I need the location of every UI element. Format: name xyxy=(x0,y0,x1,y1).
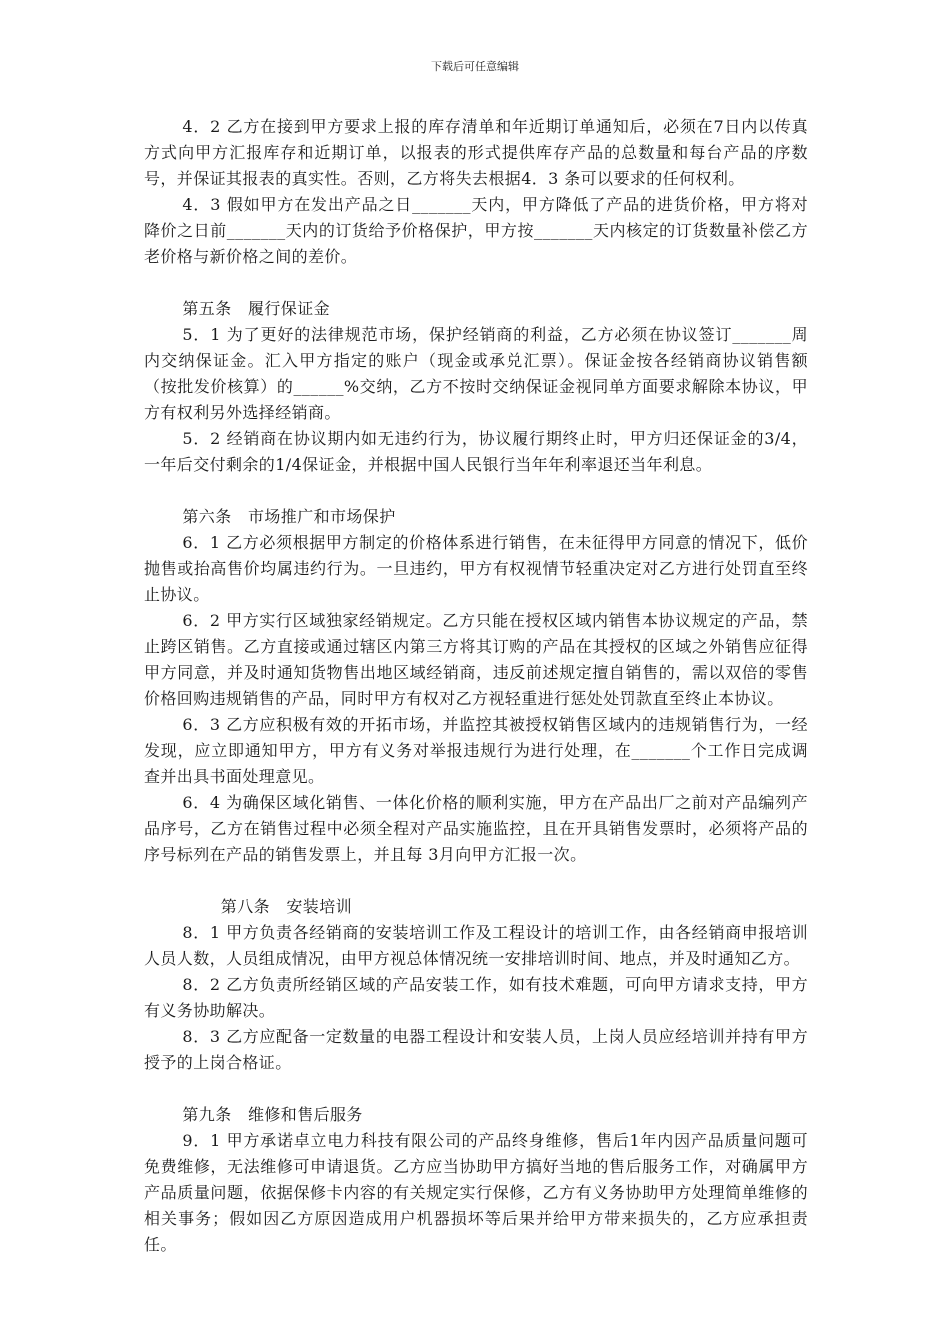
clause-8-2: 8．2 乙方负责所经销区域的产品安装工作，如有技术难题，可向甲方请求支持，甲方有义务协助解决。 xyxy=(144,975,808,1020)
clause-6-4: 6．4 为确保区域化销售、一体化价格的顺利实施，甲方在产品出厂之前对产品编列产品序号，乙方在销售过程中必须全程对产品实施监控，且在开具销售发票时，必须将产品的序号标列在产品的销售发票上，并且每 3月向甲方汇报一次。 xyxy=(144,793,808,864)
clause-9-1: 9．1 甲方承诺卓立电力科技有限公司的产品终身维修，售后1年内因产品质量问题可免费维修，无法维修可申请退货。乙方应当协助甲方搞好当地的售后服务工作，对确属甲方产品质量问题，依据保修卡内容的有关规定实行保修，乙方有义务协助甲方处理简单维修的相关事务；假如因乙方原因造成用户机器损坏等后果并给甲方带来损失的，乙方应承担责任。 xyxy=(144,1131,808,1254)
clause-6-2: 6．2 甲方实行区域独家经销规定。乙方只能在授权区域内销售本协议规定的产品，禁止跨区销售。乙方直接或通过辖区内第三方将其订购的产品在其授权的区域之外销售应征得甲方同意，并及时通知货物售出地区域经销商，违反前述规定擅自销售的，需以双倍的零售价格回购违规销售的产品，同时甲方有权对乙方视轻重进行惩处处罚款直至终止本协议。 xyxy=(144,611,808,708)
page-header: 下载后可任意编辑 xyxy=(431,60,519,73)
clause-4-3: 4．3 假如甲方在发出产品之日_______天内，甲方降低了产品的进货价格，甲方将对降价之日前_______天内的订货给予价格保护，甲方按_______天内核定的订货数量补偿乙方老价格与新价格之间的差价。 xyxy=(144,195,808,266)
article-6-heading: 第六条 市场推广和市场保护 xyxy=(182,507,396,526)
article-5-heading: 第五条 履行保证金 xyxy=(182,299,330,318)
clause-5-1: 5．1 为了更好的法律规范市场，保护经销商的利益，乙方必须在协议签订_______周内交纳保证金。汇入甲方指定的账户（现金或承兑汇票）。保证金按各经销商协议销售额（按批发价核算）的______%交纳，乙方不按时交纳保证金视同单方面要求解除本协议，甲方有权利另外选择经销商。 xyxy=(144,325,808,422)
clause-6-1: 6．1 乙方必须根据甲方制定的价格体系进行销售，在未征得甲方同意的情况下，低价抛售或抬高售价均属违约行为。一旦违约，甲方有权视情节轻重决定对乙方进行处罚直至终止协议。 xyxy=(144,533,808,604)
clause-5-2: 5．2 经销商在协议期内如无违约行为，协议履行期终止时，甲方归还保证金的3/4，一年后交付剩余的1/4保证金，并根据中国人民银行当年年利率退还当年利息。 xyxy=(144,429,808,474)
clause-6-3: 6．3 乙方应积极有效的开拓市场，并监控其被授权销售区域内的违规销售行为，一经发现，应立即通知甲方，甲方有义务对举报违规行为进行处理，在_______个工作日完成调查并出具书面处理意见。 xyxy=(144,715,808,786)
article-9-heading: 第九条 维修和售后服务 xyxy=(182,1105,363,1124)
clause-8-1: 8．1 甲方负责各经销商的安装培训工作及工程设计的培训工作，由各经销商申报培训人员人数，人员组成情况，由甲方视总体情况统一安排培训时间、地点，并及时通知乙方。 xyxy=(144,923,808,968)
clause-4-2: 4．2 乙方在接到甲方要求上报的库存清单和年近期订单通知后，必须在7日内以传真方式向甲方汇报库存和近期订单，以报表的形式提供库存产品的总数量和每台产品的序数号，并保证其报表的真实性。否则，乙方将失去根据4．3 条可以要求的任何权利。 xyxy=(144,117,808,188)
article-8-heading: 第八条 安装培训 xyxy=(220,897,352,916)
document-body xyxy=(144,114,808,1258)
clause-8-3: 8．3 乙方应配备一定数量的电器工程设计和安装人员，上岗人员应经培训并持有甲方授予的上岗合格证。 xyxy=(144,1027,808,1072)
